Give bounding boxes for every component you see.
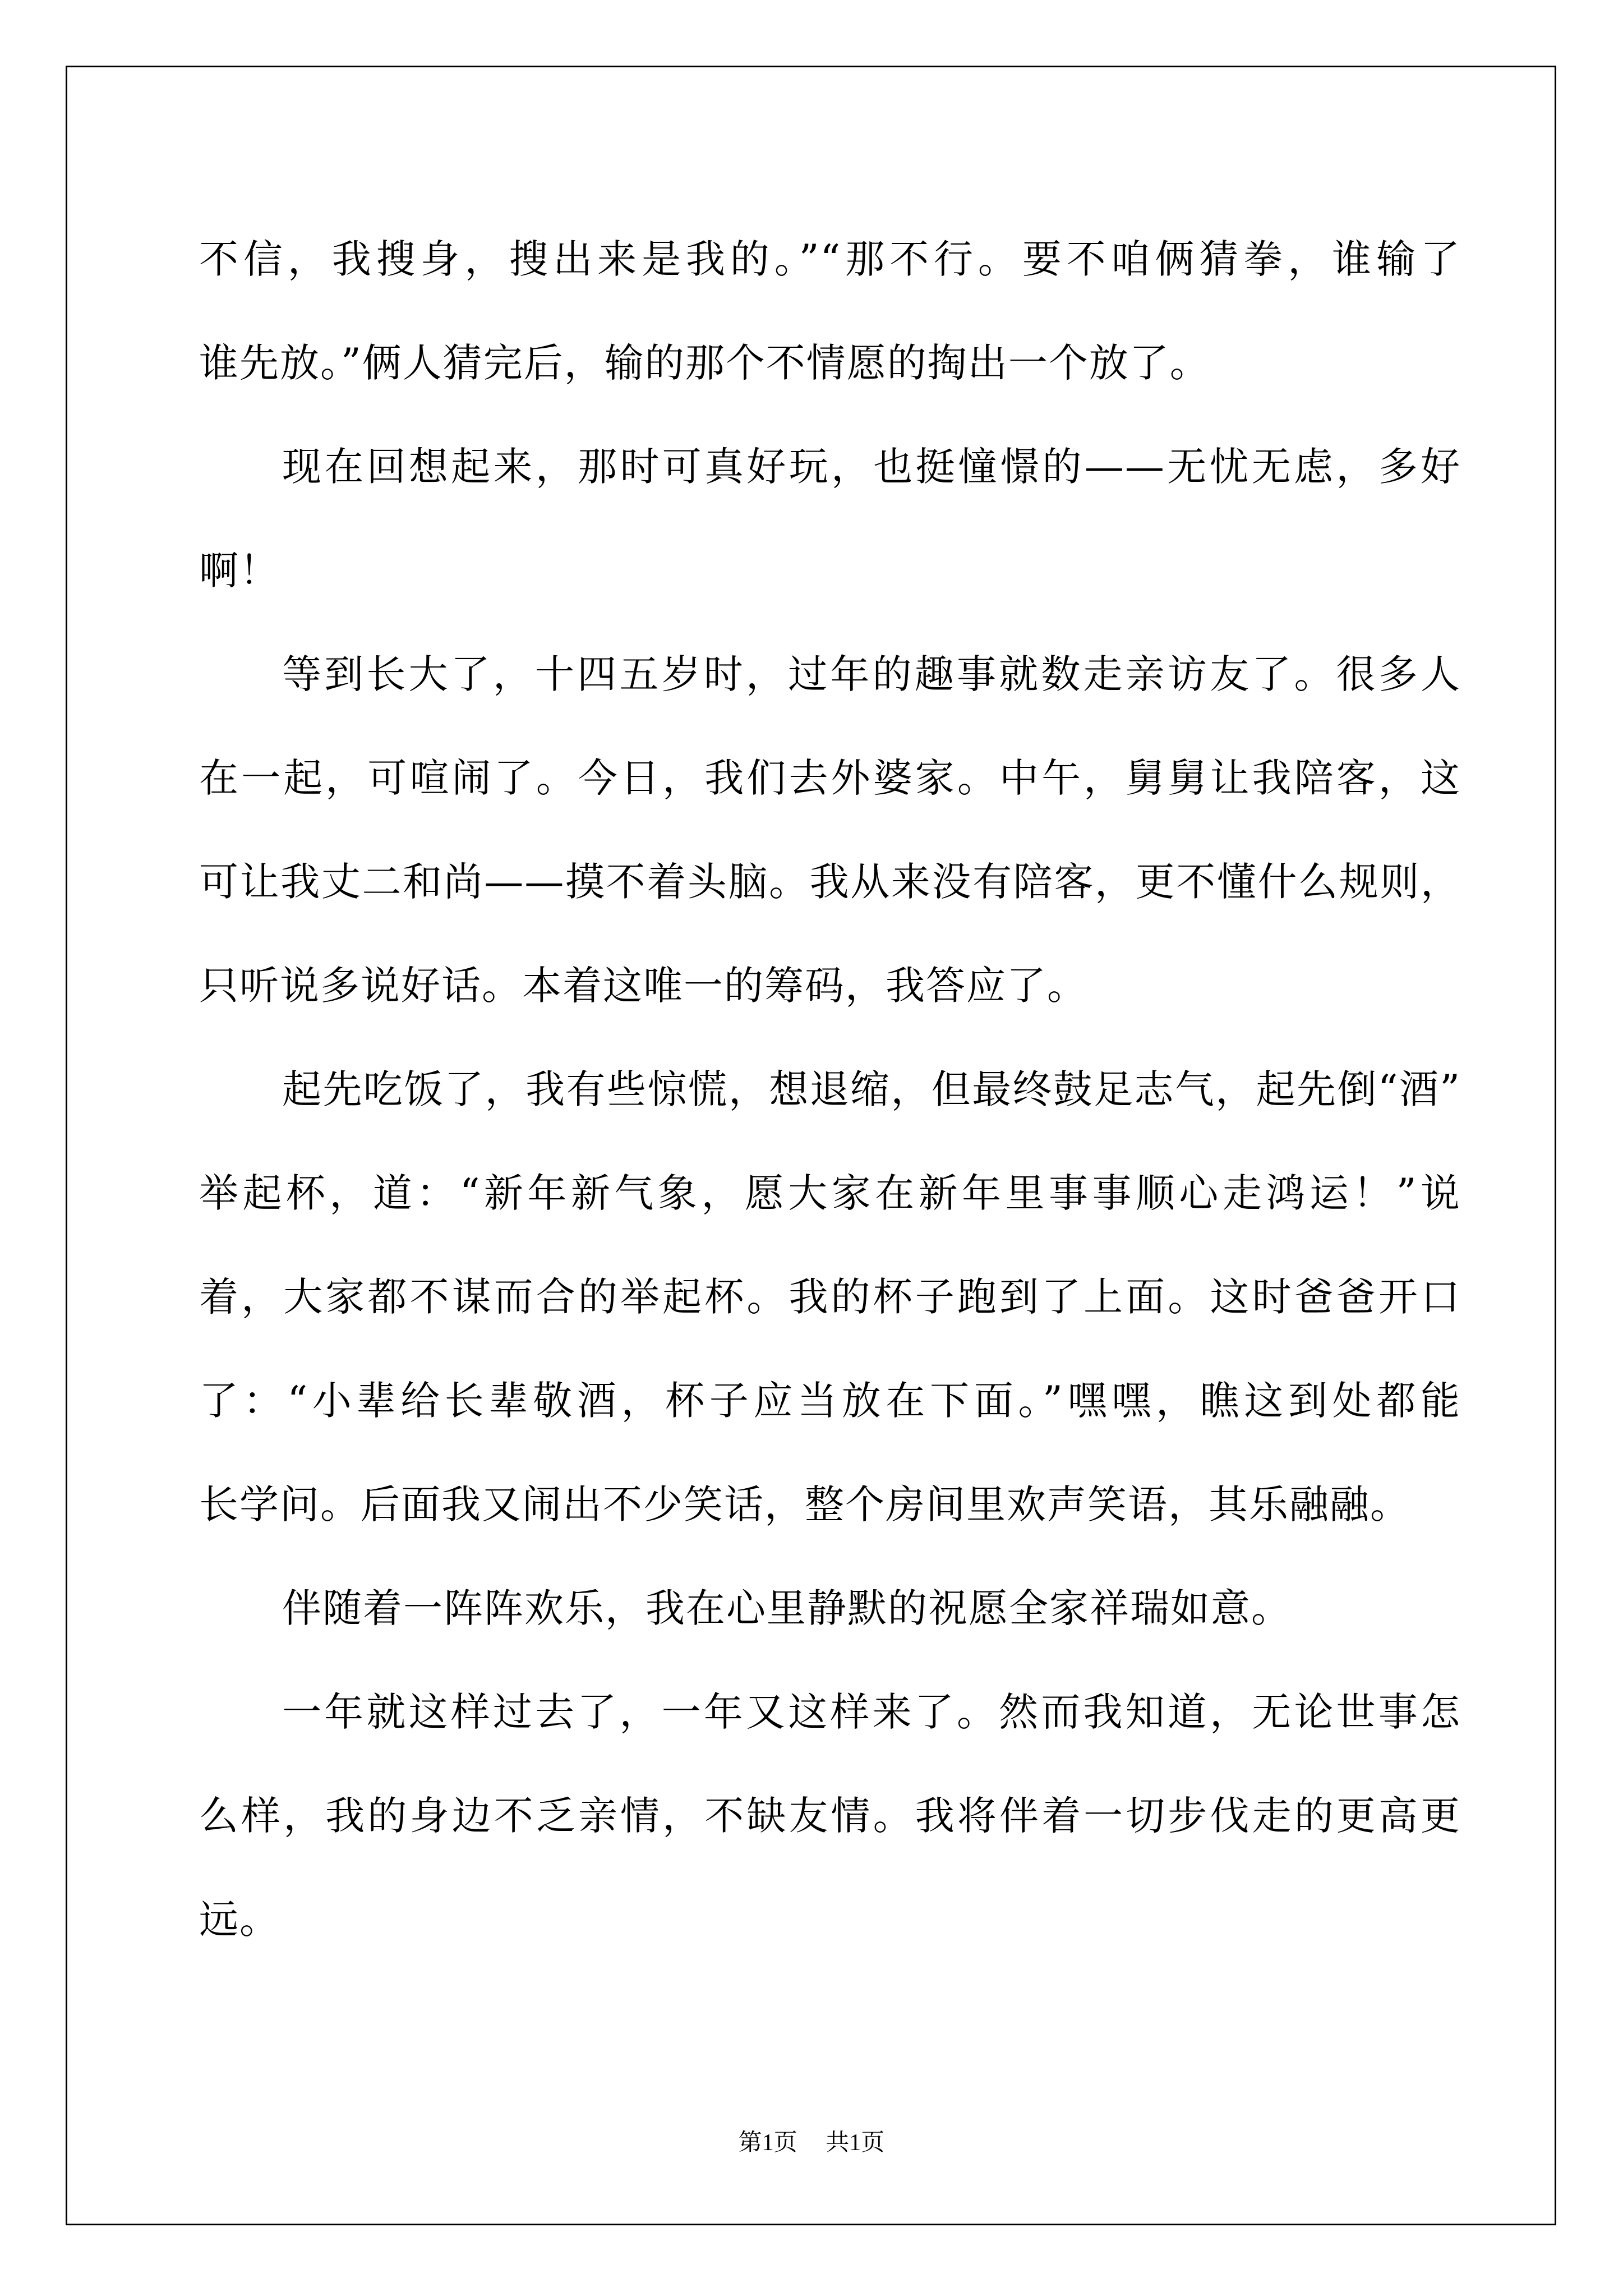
page-footer: [0, 2129, 1623, 2157]
paragraph-start-line: 一年就这样过去了，一年又这样来了。然而我知道，无论世事怎: [282, 1689, 1461, 1735]
text-line: 在一起，可喧闹了。今日，我们去外婆家。中午，舅舅让我陪客，这: [199, 755, 1461, 801]
text-line: 啊！: [199, 547, 280, 593]
text-line: 了：“小辈给长辈敬酒，杯子应当放在下面。”嘿嘿，瞧这到处都能: [199, 1378, 1461, 1424]
page-number: 第1页: [738, 2130, 797, 2156]
paragraph-start-line: 等到长大了，十四五岁时，过年的趣事就数走亲访友了。很多人: [282, 651, 1461, 697]
paragraph-start-line: 伴随着一阵阵欢乐，我在心里静默的祝愿全家祥瑞如意。: [282, 1585, 1292, 1631]
paragraph-start-line: 起先吃饭了，我有些惊慌，想退缩，但最终鼓足志气，起先倒“酒”: [282, 1066, 1461, 1112]
text-line: 举起杯，道：“新年新气象，愿大家在新年里事事顺心走鸿运！”说: [199, 1170, 1461, 1216]
text-line: 着，大家都不谋而合的举起杯。我的杯子跑到了上面。这时爸爸开口: [199, 1274, 1461, 1320]
text-line: 远。: [199, 1897, 280, 1943]
text-line: 么样，我的身边不乏亲情，不缺友情。我将伴着一切步伐走的更高更: [199, 1793, 1461, 1839]
text-line: 可让我丈二和尚——摸不着头脑。我从来没有陪客，更不懂什么规则，: [199, 859, 1461, 905]
text-line: 谁先放。”俩人猜完后，输的那个不情愿的掏出一个放了。: [199, 340, 1210, 386]
paragraph-start-line: 现在回想起来，那时可真好玩，也挺憧憬的——无忧无虑，多好: [282, 444, 1461, 490]
page-total: 共1页: [826, 2130, 885, 2156]
document-body: [199, 208, 1461, 1972]
text-line: 只听说多说好话。本着这唯一的筹码，我答应了。: [199, 963, 1087, 1009]
text-line: 长学问。后面我又闹出不少笑话，整个房间里欢声笑语，其乐融融。: [199, 1481, 1410, 1527]
text-line: 不信，我搜身，搜出来是我的。”“那不行。要不咱俩猜拳，谁输了: [199, 236, 1461, 282]
